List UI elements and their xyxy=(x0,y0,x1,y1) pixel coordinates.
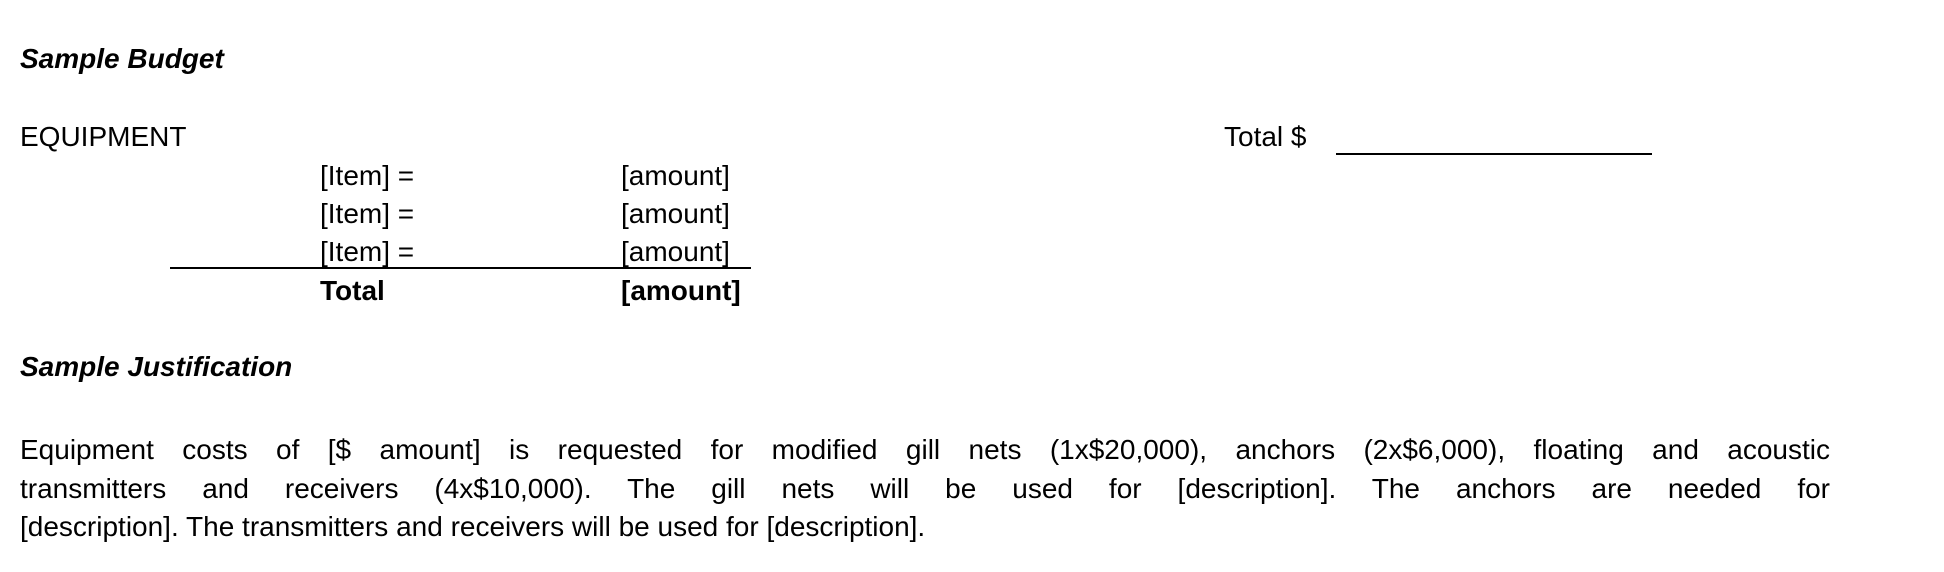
total-amount-blank-line xyxy=(1336,153,1652,155)
justification-line: transmitters and receivers (4x$10,000). The gill nets will be used for [description]. The anchors are needed for xyxy=(20,472,1830,504)
budget-item-label: [Item] = xyxy=(320,236,415,267)
budget-item-amount: [amount] xyxy=(621,160,730,191)
subtotal-divider-line xyxy=(170,267,751,269)
budget-total-amount: [amount] xyxy=(621,275,741,306)
sample-budget-heading: Sample Budget xyxy=(20,43,224,74)
total-dollar-label: Total $ xyxy=(1224,121,1307,152)
sample-justification-heading: Sample Justification xyxy=(20,351,293,382)
justification-line: [description]. The transmitters and receivers will be used for [description]. xyxy=(20,511,926,542)
justification-line: Equipment costs of [$ amount] is requested for modified gill nets (1x$20,000), anchors (2x$6,000), floating and acoustic xyxy=(20,434,1830,465)
budget-item-amount: [amount] xyxy=(621,236,730,267)
budget-item-amount: [amount] xyxy=(621,198,730,229)
budget-item-label: [Item] = xyxy=(320,198,415,229)
justification-paragraph xyxy=(20,431,1830,547)
equipment-category-label: EQUIPMENT xyxy=(20,121,187,152)
budget-item-label: [Item] = xyxy=(320,160,415,191)
budget-total-label: Total xyxy=(320,275,385,306)
